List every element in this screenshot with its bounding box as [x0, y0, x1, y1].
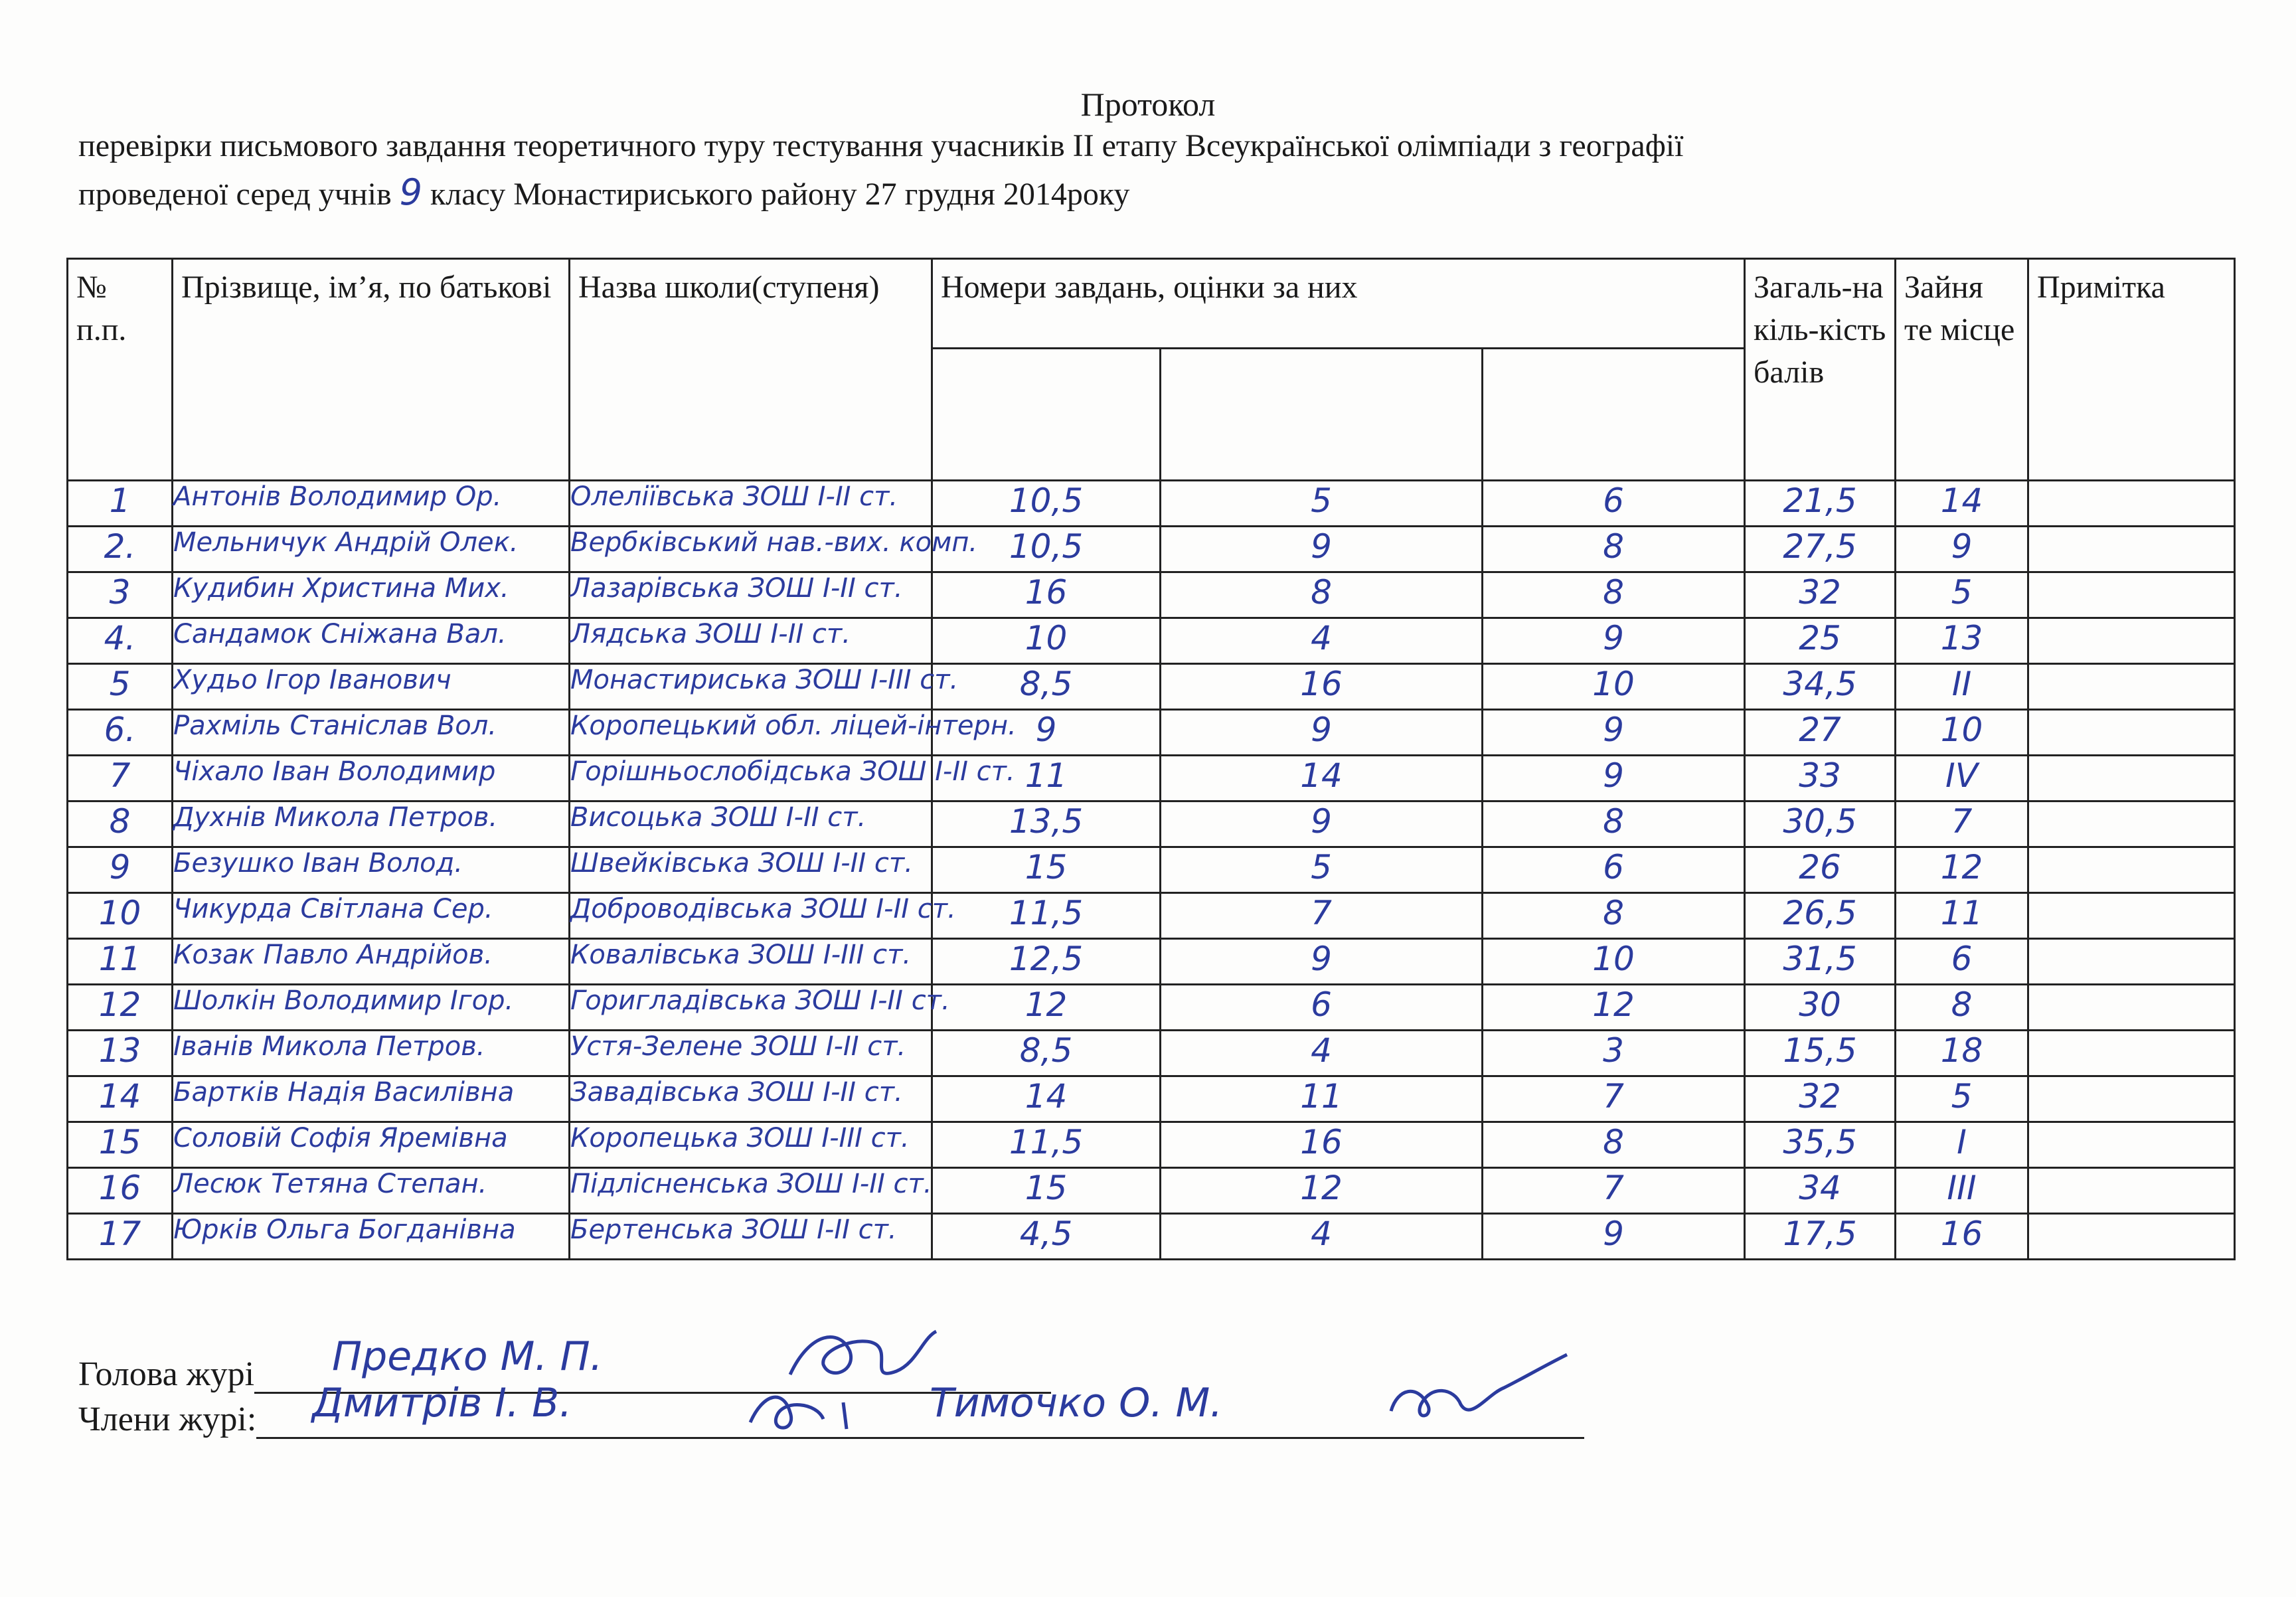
- row-task-3-score: 10: [1483, 664, 1745, 710]
- row-task-2-score: 6: [1161, 985, 1483, 1031]
- row-school: Бертенська ЗОШ І-ІІ ст.: [570, 1214, 932, 1260]
- header-place: Зайня те місце: [1896, 259, 2028, 481]
- row-total: 21,5: [1745, 481, 1896, 527]
- row-name: Юрків Ольга Богданівна: [173, 1214, 570, 1260]
- row-school: Устя-Зелене ЗОШ І-ІІ ст.: [570, 1031, 932, 1076]
- row-task-3-score: 9: [1483, 710, 1745, 756]
- row-place: 11: [1896, 893, 2028, 939]
- row-task-1-score: 14: [932, 1076, 1161, 1122]
- row-school: Монастириська ЗОШ І-ІІІ ст.: [570, 664, 932, 710]
- row-total: 17,5: [1745, 1214, 1896, 1260]
- row-task-3-score: 8: [1483, 801, 1745, 847]
- row-total: 34,5: [1745, 664, 1896, 710]
- row-name: Кудибин Христина Мих.: [173, 572, 570, 618]
- row-place: ІІІ: [1896, 1168, 2028, 1214]
- row-school: Ковалівська ЗОШ І-ІІІ ст.: [570, 939, 932, 985]
- row-note: [2028, 710, 2235, 756]
- row-num: 4.: [68, 618, 173, 664]
- row-task-2-score: 4: [1161, 1214, 1483, 1260]
- row-task-3-score: 8: [1483, 572, 1745, 618]
- row-num: 2.: [68, 527, 173, 572]
- row-task-2-score: 9: [1161, 527, 1483, 572]
- row-num: 1: [68, 481, 173, 527]
- row-task-2-score: 4: [1161, 1031, 1483, 1076]
- row-total: 15,5: [1745, 1031, 1896, 1076]
- row-school: Вербківський нав.-вих. комп.: [570, 527, 932, 572]
- row-total: 34: [1745, 1168, 1896, 1214]
- row-school: Доброводівська ЗОШ І-ІІ ст.: [570, 893, 932, 939]
- row-place: І: [1896, 1122, 2028, 1168]
- row-task-2-score: 4: [1161, 618, 1483, 664]
- row-task-2-score: 12: [1161, 1168, 1483, 1214]
- row-name: Безушко Іван Волод.: [173, 847, 570, 893]
- row-task-3-score: 8: [1483, 1122, 1745, 1168]
- row-task-3-score: 9: [1483, 1214, 1745, 1260]
- header-total: Загаль-на кіль-кість балів: [1745, 259, 1896, 481]
- row-task-3-score: 7: [1483, 1168, 1745, 1214]
- row-num: 17: [68, 1214, 173, 1260]
- row-total: 31,5: [1745, 939, 1896, 985]
- row-total: 33: [1745, 756, 1896, 801]
- row-task-2-score: 9: [1161, 801, 1483, 847]
- row-school: Олеліївська ЗОШ І-ІІ ст.: [570, 481, 932, 527]
- row-note: [2028, 1214, 2235, 1260]
- row-num: 14: [68, 1076, 173, 1122]
- row-place: 5: [1896, 572, 2028, 618]
- row-place: 9: [1896, 527, 2028, 572]
- row-note: [2028, 1076, 2235, 1122]
- row-place: 5: [1896, 1076, 2028, 1122]
- row-total: 32: [1745, 572, 1896, 618]
- row-name: Козак Павло Андрійов.: [173, 939, 570, 985]
- row-num: 16: [68, 1168, 173, 1214]
- subtitle-after-class: класу Монастириського району 27 грудня 2014року: [430, 177, 1130, 212]
- row-task-1-score: 11,5: [932, 1122, 1161, 1168]
- row-note: [2028, 481, 2235, 527]
- row-name: Антонів Володимир Ор.: [173, 481, 570, 527]
- row-school: Лазарівська ЗОШ І-ІІ ст.: [570, 572, 932, 618]
- table-row: [68, 664, 2235, 710]
- row-note: [2028, 893, 2235, 939]
- row-total: 27,5: [1745, 527, 1896, 572]
- header-task-1: [932, 349, 1161, 481]
- row-task-1-score: 15: [932, 1168, 1161, 1214]
- row-num: 9: [68, 847, 173, 893]
- row-task-2-score: 7: [1161, 893, 1483, 939]
- class-number-handwritten: 9: [399, 171, 422, 213]
- row-name: Чіхало Іван Володимир: [173, 756, 570, 801]
- table-row: [68, 1214, 2235, 1260]
- row-task-1-score: 9: [932, 710, 1161, 756]
- row-note: [2028, 1168, 2235, 1214]
- row-place: ІІ: [1896, 664, 2028, 710]
- header-task-2: [1161, 349, 1483, 481]
- row-task-1-score: 13,5: [932, 801, 1161, 847]
- row-total: 26: [1745, 847, 1896, 893]
- row-place: 6: [1896, 939, 2028, 985]
- row-place: 12: [1896, 847, 2028, 893]
- row-place: 8: [1896, 985, 2028, 1031]
- row-num: 13: [68, 1031, 173, 1076]
- row-name: Мельничук Андрій Олек.: [173, 527, 570, 572]
- row-task-1-score: 10,5: [932, 527, 1161, 572]
- jury-head-name: Предко М. П.: [332, 1333, 603, 1380]
- row-task-3-score: 9: [1483, 756, 1745, 801]
- row-name: Рахміль Станіслав Вол.: [173, 710, 570, 756]
- row-task-2-score: 16: [1161, 664, 1483, 710]
- jury-member-2-signature: [1381, 1348, 1580, 1434]
- row-num: 6.: [68, 710, 173, 756]
- jury-member-2-name: Тимочко О. М.: [930, 1380, 1223, 1426]
- table-row: [68, 801, 2235, 847]
- row-task-3-score: 8: [1483, 893, 1745, 939]
- row-note: [2028, 1122, 2235, 1168]
- row-place: 18: [1896, 1031, 2028, 1076]
- row-task-3-score: 8: [1483, 527, 1745, 572]
- row-total: 30,5: [1745, 801, 1896, 847]
- row-num: 3: [68, 572, 173, 618]
- row-note: [2028, 527, 2235, 572]
- row-task-1-score: 16: [932, 572, 1161, 618]
- row-note: [2028, 939, 2235, 985]
- table-row: [68, 618, 2235, 664]
- document-subtitle-line2: [78, 171, 1129, 213]
- header-name: Прізвище, ім’я, по батькові: [173, 259, 570, 481]
- row-total: 25: [1745, 618, 1896, 664]
- row-task-1-score: 10,5: [932, 481, 1161, 527]
- header-tasks: Номери завдань, оцінки за них: [932, 259, 1745, 349]
- row-task-1-score: 15: [932, 847, 1161, 893]
- row-note: [2028, 572, 2235, 618]
- row-task-2-score: 11: [1161, 1076, 1483, 1122]
- row-task-2-score: 16: [1161, 1122, 1483, 1168]
- row-task-3-score: 9: [1483, 618, 1745, 664]
- row-num: 12: [68, 985, 173, 1031]
- subtitle-before-class: проведеної серед учнів: [78, 177, 392, 212]
- row-school: Горішньослобідська ЗОШ І-ІІ ст.: [570, 756, 932, 801]
- table-row: [68, 985, 2235, 1031]
- row-place: 13: [1896, 618, 2028, 664]
- row-task-3-score: 12: [1483, 985, 1745, 1031]
- row-num: 10: [68, 893, 173, 939]
- row-place: 14: [1896, 481, 2028, 527]
- table-row: [68, 847, 2235, 893]
- row-name: Лесюк Тетяна Степан.: [173, 1168, 570, 1214]
- table-row: [68, 1122, 2235, 1168]
- row-task-2-score: 5: [1161, 481, 1483, 527]
- table-row: [68, 1168, 2235, 1214]
- row-num: 11: [68, 939, 173, 985]
- row-task-3-score: 6: [1483, 847, 1745, 893]
- row-task-3-score: 3: [1483, 1031, 1745, 1076]
- row-num: 5: [68, 664, 173, 710]
- row-note: [2028, 756, 2235, 801]
- document-subtitle-line1: перевірки письмового завдання теоретичного туру тестування учасників ІІ етапу Всеукраїнської олімпіади з географії: [78, 128, 1684, 163]
- row-school: Горигладівська ЗОШ І-ІІ ст.: [570, 985, 932, 1031]
- row-name: Бартків Надія Василівна: [173, 1076, 570, 1122]
- row-task-2-score: 9: [1161, 710, 1483, 756]
- row-school: Коропецький обл. ліцей-інтерн.: [570, 710, 932, 756]
- row-task-1-score: 11,5: [932, 893, 1161, 939]
- row-place: ІV: [1896, 756, 2028, 801]
- row-total: 27: [1745, 710, 1896, 756]
- jury-member-1-name: Дмитрів І. В.: [312, 1380, 572, 1426]
- row-school: Швейківська ЗОШ І-ІІ ст.: [570, 847, 932, 893]
- table-row: [68, 710, 2235, 756]
- row-name: Худьо Ігор Іванович: [173, 664, 570, 710]
- row-task-1-score: 8,5: [932, 1031, 1161, 1076]
- row-school: Висоцька ЗОШ І-ІІ ст.: [570, 801, 932, 847]
- table-row: [68, 756, 2235, 801]
- row-place: 10: [1896, 710, 2028, 756]
- row-school: Завадівська ЗОШ І-ІІ ст.: [570, 1076, 932, 1122]
- row-name: Іванів Микола Петров.: [173, 1031, 570, 1076]
- row-total: 30: [1745, 985, 1896, 1031]
- row-task-2-score: 5: [1161, 847, 1483, 893]
- row-num: 15: [68, 1122, 173, 1168]
- row-task-3-score: 7: [1483, 1076, 1745, 1122]
- jury-head-label: Голова журі: [78, 1355, 255, 1393]
- row-school: Підлісненська ЗОШ І-ІІ ст.: [570, 1168, 932, 1214]
- row-task-1-score: 12: [932, 985, 1161, 1031]
- header-task-3: [1483, 349, 1745, 481]
- table-row: [68, 572, 2235, 618]
- row-total: 32: [1745, 1076, 1896, 1122]
- header-school: Назва школи(ступеня): [570, 259, 932, 481]
- row-num: 8: [68, 801, 173, 847]
- row-task-2-score: 8: [1161, 572, 1483, 618]
- row-note: [2028, 985, 2235, 1031]
- jury-members-label: Члени журі:: [78, 1400, 257, 1438]
- row-place: 7: [1896, 801, 2028, 847]
- row-name: Соловій Софія Яремівна: [173, 1122, 570, 1168]
- row-note: [2028, 847, 2235, 893]
- row-total: 26,5: [1745, 893, 1896, 939]
- row-num: 7: [68, 756, 173, 801]
- row-task-3-score: 6: [1483, 481, 1745, 527]
- results-table: [66, 258, 2236, 1260]
- row-name: Чикурда Світлана Сер.: [173, 893, 570, 939]
- jury-member-1-signature: [744, 1376, 896, 1442]
- row-task-3-score: 10: [1483, 939, 1745, 985]
- header-num: № п.п.: [68, 259, 173, 481]
- row-task-2-score: 14: [1161, 756, 1483, 801]
- row-school: Лядська ЗОШ І-ІІ ст.: [570, 618, 932, 664]
- table-row: [68, 939, 2235, 985]
- row-total: 35,5: [1745, 1122, 1896, 1168]
- table-row: [68, 527, 2235, 572]
- row-place: 16: [1896, 1214, 2028, 1260]
- row-note: [2028, 664, 2235, 710]
- row-name: Духнів Микола Петров.: [173, 801, 570, 847]
- row-name: Сандамок Сніжана Вал.: [173, 618, 570, 664]
- row-task-2-score: 9: [1161, 939, 1483, 985]
- table-row: [68, 1076, 2235, 1122]
- document-title: Протокол: [1080, 86, 1216, 123]
- table-row: [68, 893, 2235, 939]
- header-note: Примітка: [2028, 259, 2235, 481]
- row-task-1-score: 11: [932, 756, 1161, 801]
- row-note: [2028, 618, 2235, 664]
- table-row: [68, 1031, 2235, 1076]
- row-task-1-score: 8,5: [932, 664, 1161, 710]
- row-name: Шолкін Володимир Ігор.: [173, 985, 570, 1031]
- row-task-1-score: 12,5: [932, 939, 1161, 985]
- table-row: [68, 481, 2235, 527]
- row-task-1-score: 10: [932, 618, 1161, 664]
- row-note: [2028, 801, 2235, 847]
- row-school: Коропецька ЗОШ І-ІІІ ст.: [570, 1122, 932, 1168]
- row-note: [2028, 1031, 2235, 1076]
- row-task-1-score: 4,5: [932, 1214, 1161, 1260]
- table-body: [68, 481, 2235, 1260]
